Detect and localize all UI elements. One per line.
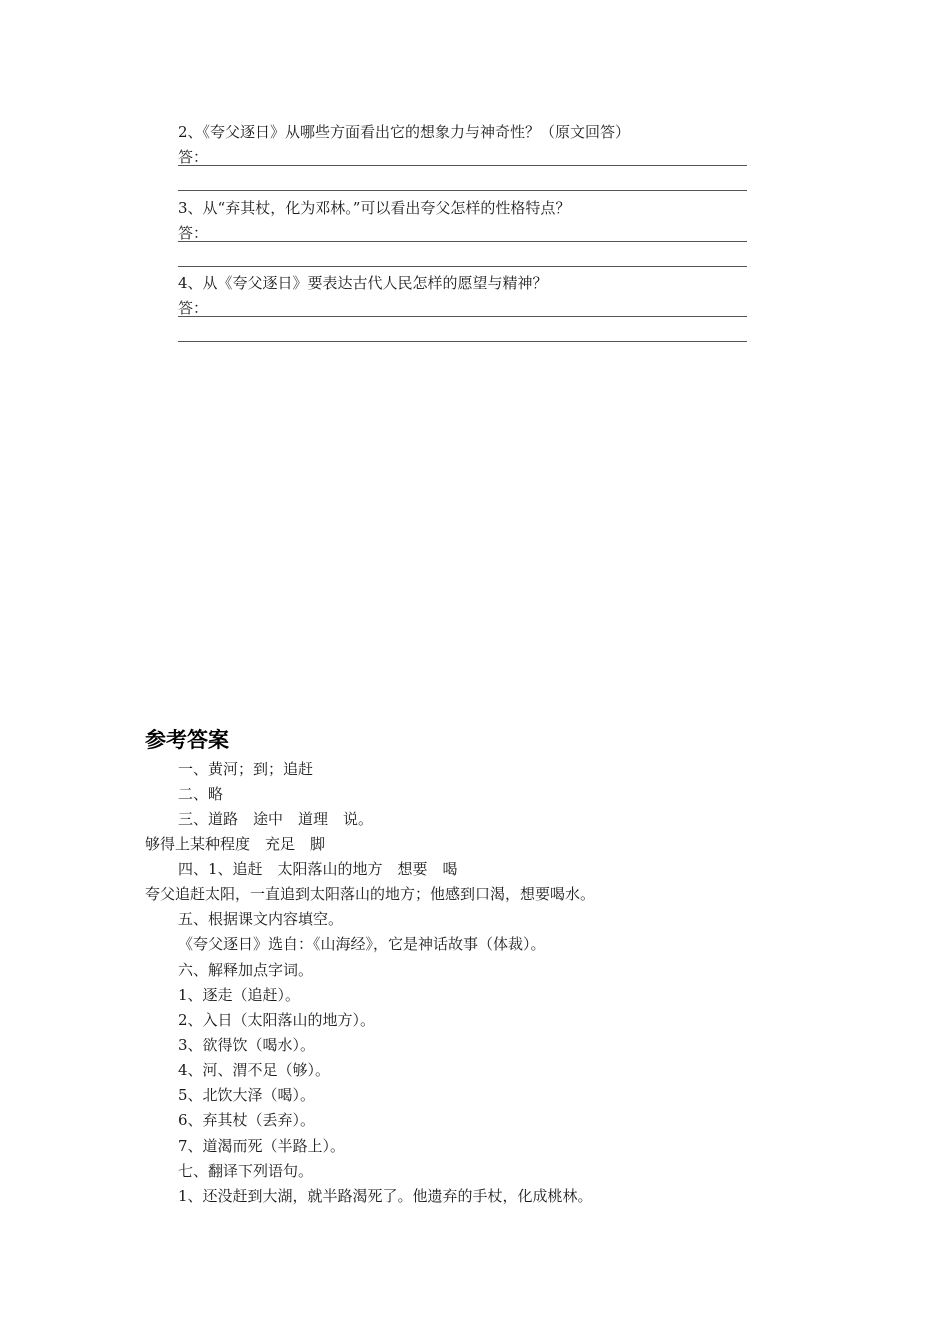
question-4-answer-label: 答： xyxy=(178,299,209,317)
answer-line: 4、河、渭不足（够）。 xyxy=(178,1061,331,1079)
question-3-answer-line-2 xyxy=(178,266,747,267)
answer-line: 7、道渴而死（半路上）。 xyxy=(178,1137,346,1155)
answer-line: 6、弃其杖（丢弃）。 xyxy=(178,1111,316,1129)
answer-line: 四、1、追赶 太阳落山的地方 想要 喝 xyxy=(178,860,458,878)
question-4-answer-line-1 xyxy=(178,316,747,317)
question-3-text: 3、从“弃其杖，化为邓林。”可以看出夸父怎样的性格特点？ xyxy=(178,199,571,217)
answer-line: 3、欲得饮（喝水）。 xyxy=(178,1036,316,1054)
answer-line: 《夸父逐日》选自：《山海经》，它是神话故事（体裁）。 xyxy=(178,935,546,953)
question-3-answer-label: 答： xyxy=(178,224,209,242)
answer-line: 一、黄河；到；追赶 xyxy=(178,760,314,778)
answer-line: 2、入日（太阳落山的地方）。 xyxy=(178,1011,376,1029)
question-2-text: 2、《夸父逐日》从哪些方面看出它的想象力与神奇性？（原文回答） xyxy=(178,123,631,141)
answer-line: 1、还没赶到大湖，就半路渴死了。他遗弃的手杖，化成桃林。 xyxy=(178,1187,593,1205)
answers-heading: 参考答案 xyxy=(145,728,229,752)
answer-line: 七、翻译下列语句。 xyxy=(178,1162,314,1180)
question-3-answer-line-1 xyxy=(178,241,747,242)
question-4-text: 4、从《夸父逐日》要表达古代人民怎样的愿望与精神？ xyxy=(178,274,548,292)
question-2-answer-line-1 xyxy=(178,165,747,166)
answer-line: 1、逐走（追赶）。 xyxy=(178,986,301,1004)
answer-line: 三、道路 途中 道理 说。 xyxy=(178,810,374,828)
answer-line: 六、解释加点字词。 xyxy=(178,961,314,979)
question-4-answer-line-2 xyxy=(178,341,747,342)
answer-line: 5、北饮大泽（喝）。 xyxy=(178,1086,316,1104)
question-2-answer-line-2 xyxy=(178,190,747,191)
answer-line: 够得上某种程度 充足 脚 xyxy=(145,835,326,853)
answer-line: 夸父追赶太阳，一直追到太阳落山的地方；他感到口渴，想要喝水。 xyxy=(145,885,596,903)
answer-line: 五、根据课文内容填空。 xyxy=(178,910,344,928)
question-2-answer-label: 答： xyxy=(178,148,209,166)
answer-line: 二、略 xyxy=(178,785,224,803)
